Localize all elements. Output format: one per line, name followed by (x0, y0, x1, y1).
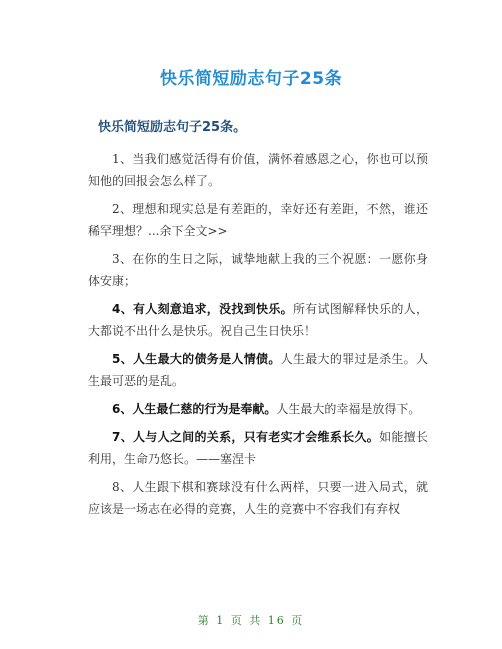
paragraph-6 (88, 398, 428, 420)
paragraph-3 (88, 248, 428, 292)
paragraph-5 (88, 348, 428, 392)
paragraph-4 (88, 298, 428, 342)
paragraph-5-bold: 5、人生最大的债务是人情债。 (112, 352, 281, 366)
paragraph-3-text: 3、在你的生日之际，诚挚地献上我的三个祝愿：一愿你身体安康； (88, 252, 428, 288)
page-number-footer: 第 1 页 共 16 页 (197, 614, 305, 627)
paragraph-2 (88, 198, 428, 242)
paragraph-7-text: 如能擅长利用，生命乃悠长。——塞涅卡 (88, 430, 428, 466)
page-title: 快乐简短励志句子25条 (159, 69, 343, 89)
paragraph-8 (88, 476, 428, 520)
paragraph-2-text: 2、理想和现实总是有差距的，幸好还有差距，不然，谁还稀罕理想？...余下全文>> (88, 202, 428, 238)
paragraph-4-text: 所有试图解释快乐的人，大都说不出什么是快乐。祝自己生日快乐！ (88, 302, 428, 338)
paragraph-4-bold: 4、有人刻意追求，没找到快乐。 (112, 302, 293, 316)
paragraph-1 (88, 148, 428, 192)
paragraph-1-text: 1、当我们感觉活得有价值，满怀着感恩之心，你也可以预知他的回报会怎么样了。 (88, 152, 428, 188)
paragraph-7-bold: 7、人与人之间的关系，只有老实才会维系长久。 (112, 430, 380, 444)
document-body (88, 118, 428, 526)
paragraph-5-text: 人生最大的罪过是杀生。人生最可恶的是乱。 (88, 352, 428, 388)
paragraph-8-text: 8、人生跟下棋和赛球没有什么两样，只要一进入局式，就应该是一场志在必得的竞赛，人生的竞赛中不容我们有弃权 (88, 480, 428, 516)
paragraph-7 (88, 426, 428, 470)
paragraph-6-bold: 6、人生最仁慈的行为是奉献。 (112, 402, 277, 416)
paragraph-6-text: 人生最大的幸福是放得下。 (276, 402, 421, 416)
section-heading: 快乐简短励志句子25条。 (98, 120, 247, 135)
